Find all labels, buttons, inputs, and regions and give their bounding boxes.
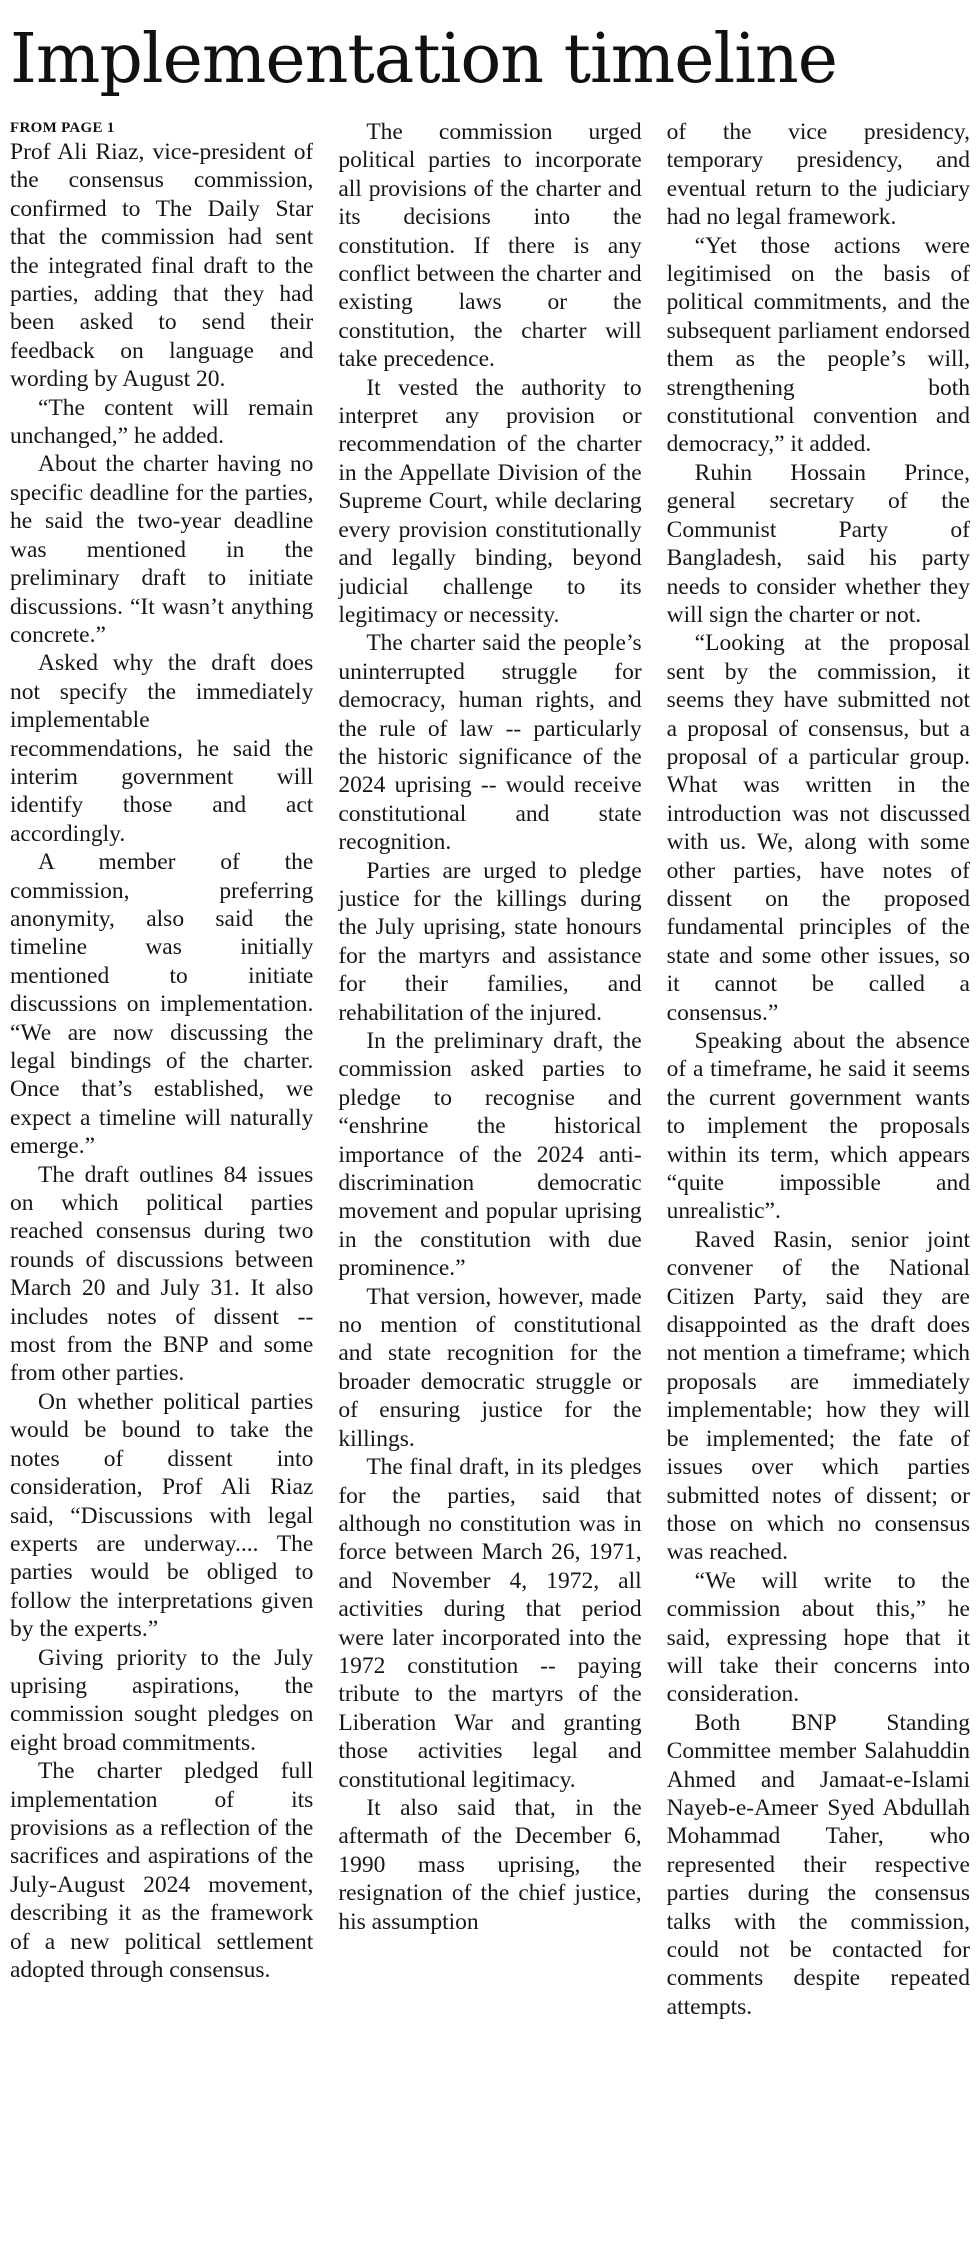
- paragraph: of the vice presidency, temporary presidency, and eventual return to the judiciary had no legal framework.: [666, 119, 970, 231]
- paragraph: On whether political parties would be bound to take the notes of dissent into consideration, Prof Ali Riaz said, “Discussions with legal experts are underway.... The parties would be obliged to follow the interpretations given by the experts.”: [10, 1388, 314, 1643]
- paragraph: Speaking about the absence of a timeframe, he said it seems the current government wants to implement the proposals within its term, which appears “quite impossible and unrealistic”.: [666, 1028, 970, 1225]
- paragraph: “We will write to the commission about this,” he said, expressing hope that it will take their concerns into consideration.: [666, 1567, 970, 1708]
- paragraph: In the preliminary draft, the commission asked parties to pledge to recognise and “enshrine the historical importance of the 2024 anti-discrimination democratic movement and popular uprising in the constitution with due prominence.”: [338, 1028, 642, 1282]
- paragraph: That version, however, made no mention of constitutional and state recognition for the broader democratic struggle or of ensuring justice for the killings.: [338, 1283, 642, 1452]
- paragraph: The final draft, in its pledges for the parties, said that although no constitution was in force between March 26, 1971, and November 4, 1972, all activities during that period were later incorporated into the 1972 constitution -- paying tribute to the martyrs of the Liberation War and granting those activities legal and constitutional legitimacy.: [338, 1454, 642, 1793]
- column-2: [338, 118, 641, 2238]
- paragraph: Asked why the draft does not specify the immediately implementable recommendations, he said the interim government will identify those and act accordingly.: [10, 650, 314, 847]
- paragraph: The charter pledged full implementation of its provisions as a reflection of the sacrifices and aspirations of the July-August 2024 movement, describing it as the framework of a new political settlement adopted through consensus.: [10, 1758, 314, 1983]
- paragraph: It also said that, in the aftermath of the December 6, 1990 mass uprising, the resignation of the chief justice, his assumption: [338, 1794, 642, 1935]
- paragraph: Raved Rasin, senior joint convener of the National Citizen Party, said they are disappointed as the draft does not mention a timeframe; which proposals are immediately implementable; how they will be implemented; the fate of issues over which parties submitted notes of dissent; or those on which no consensus was reached.: [666, 1226, 970, 1566]
- paragraph: It vested the authority to interpret any provision or recommendation of the charter in the Appellate Division of the Supreme Court, while declaring every provision constitutionally and legally binding, beyond judicial challenge to its legitimacy or necessity.: [338, 374, 642, 628]
- paragraph: “Yet those actions were legitimised on the basis of political commitments, and the subsequent parliament endorsed them as the people’s will, strengthening both constitutional convention and democracy,” it added.: [666, 232, 970, 458]
- paragraph: Ruhin Hossain Prince, general secretary of the Communist Party of Bangladesh, said his party needs to consider whether they will sign the charter or not.: [666, 459, 970, 628]
- paragraph: Prof Ali Riaz, vice-president of the consensus commission, confirmed to The Daily Star that the commission had sent the integrated final draft to the parties, adding that they had been asked to send their feedback on language and wording by August 20.: [10, 139, 314, 393]
- article-body: [10, 118, 970, 2238]
- column-3: [667, 118, 970, 2238]
- paragraph: Parties are urged to pledge justice for the killings during the July uprising, state honours for the martyrs and assistance for their families, and rehabilitation of the injured.: [338, 857, 642, 1026]
- paragraph: A member of the commission, preferring anonymity, also said the timeline was initially mentioned to initiate discussions on implementation. “We are now discussing the legal bindings of the charter. Once that’s established, we expect a timeline will naturally emerge.”: [10, 849, 314, 1160]
- column-1: [10, 118, 313, 2238]
- paragraph: About the charter having no specific deadline for the parties, he said the two-year deadline was mentioned in the preliminary draft to initiate discussions. “It wasn’t anything concrete.”: [10, 451, 314, 648]
- headline: Implementation timeline: [10, 20, 837, 99]
- paragraph: “The content will remain unchanged,” he added.: [10, 394, 314, 450]
- paragraph: Giving priority to the July uprising aspirations, the commission sought pledges on eight broad commitments.: [10, 1644, 314, 1756]
- kicker: FROM PAGE 1: [10, 120, 115, 136]
- paragraph: The draft outlines 84 issues on which political parties reached consensus during two rounds of discussions between March 20 and July 31. It also includes notes of dissent -- most from the BNP and some from other parties.: [10, 1161, 314, 1387]
- paragraph: Both BNP Standing Committee member Salahuddin Ahmed and Jamaat-e-Islami Nayeb-e-Ameer Syed Abdullah Mohammad Taher, who represented their respective parties during the consensus talks with the commission, could not be contacted for comments despite repeated attempts.: [666, 1709, 970, 2020]
- paragraph: “Looking at the proposal sent by the commission, it seems they have submitted not a proposal of consensus, but a proposal of a particular group. What was written in the introduction was not discussed with us. We, along with some other parties, have notes of dissent on the proposed fundamental principles of the state and some other issues, so it cannot be called a consensus.”: [666, 630, 970, 1026]
- paragraph: The charter said the people’s uninterrupted struggle for democracy, human rights, and the rule of law -- particularly the historic significance of the 2024 uprising -- would receive constitutional and state recognition.: [338, 630, 642, 856]
- paragraph: The commission urged political parties to incorporate all provisions of the charter and its decisions into the constitution. If there is any conflict between the charter and existing laws or the constitution, the charter will take precedence.: [338, 119, 642, 373]
